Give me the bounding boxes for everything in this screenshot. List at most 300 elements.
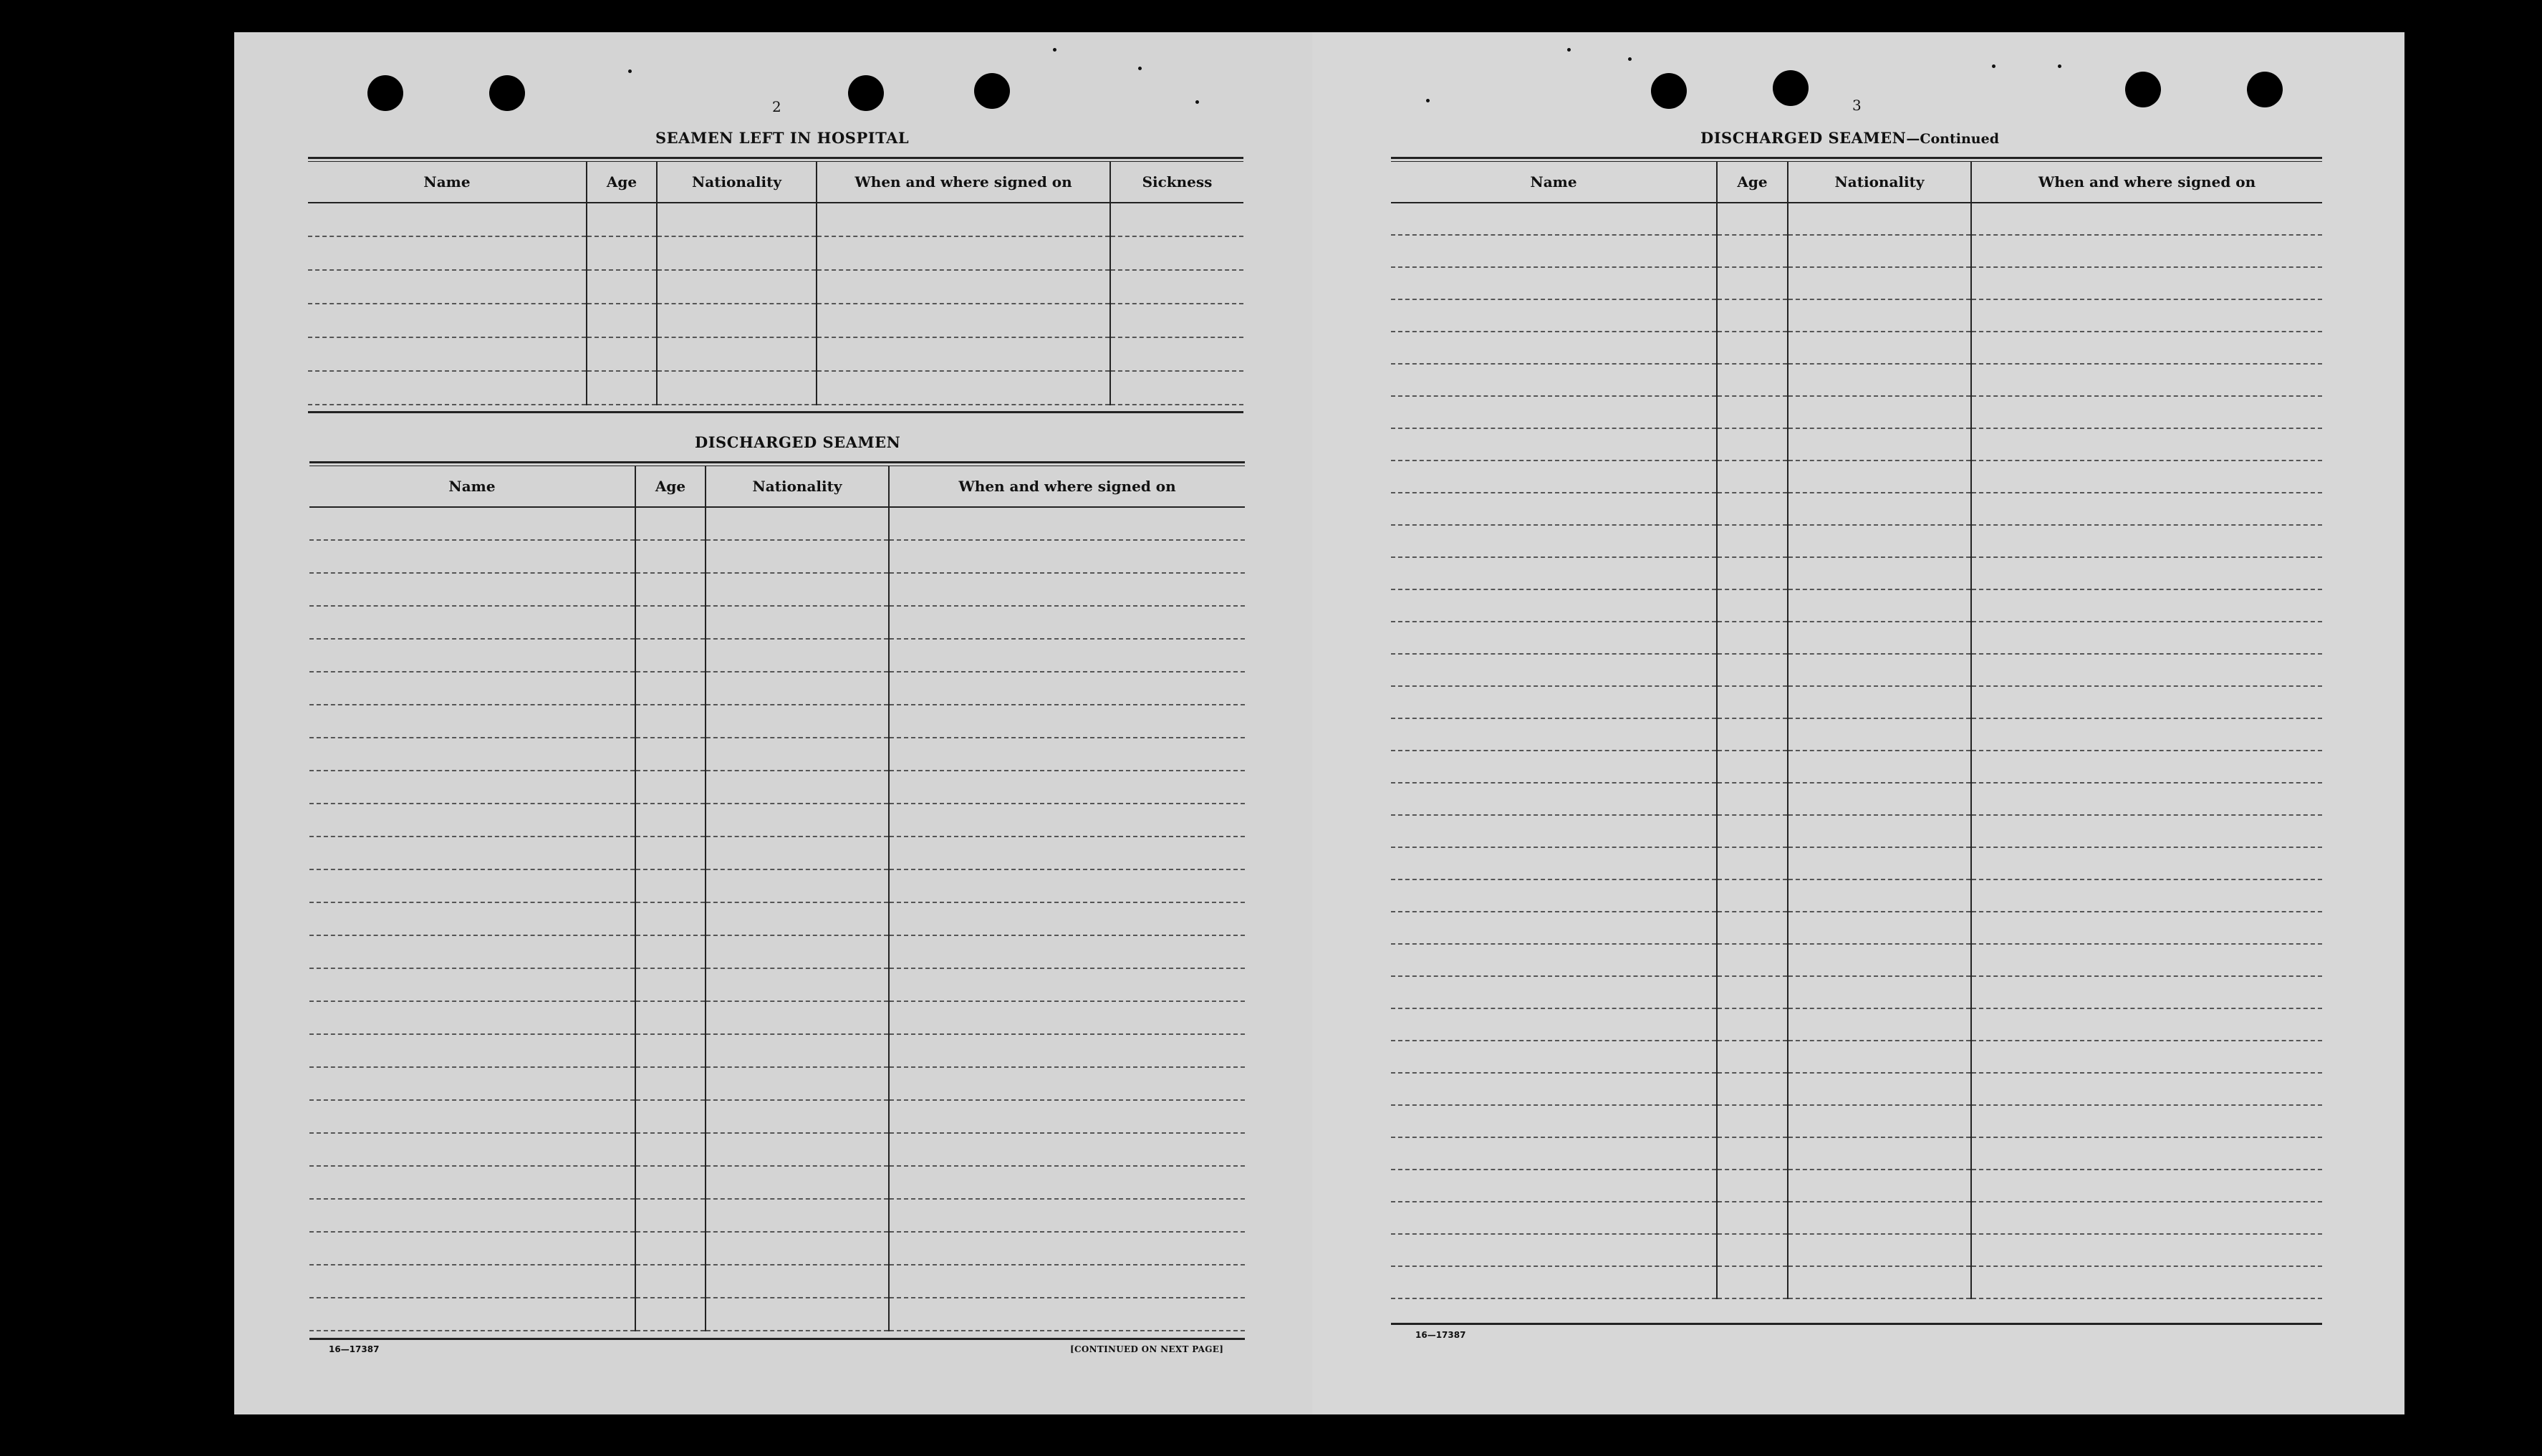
punch-hole xyxy=(1773,70,1809,106)
table-cell xyxy=(308,203,587,236)
table-cell xyxy=(309,1199,635,1232)
table-row xyxy=(1391,654,2322,686)
table-cell xyxy=(1391,1008,1717,1041)
table-cell xyxy=(1788,783,1971,815)
table-row xyxy=(309,1001,1245,1034)
table-cell xyxy=(1391,718,1717,751)
table-cell xyxy=(309,1001,635,1034)
table-cell xyxy=(706,935,889,968)
table-cell xyxy=(308,304,587,337)
table-row xyxy=(1391,461,2322,493)
table-cell xyxy=(706,1100,889,1133)
table-cell xyxy=(635,705,706,738)
table-cell xyxy=(889,705,1245,738)
table-cell xyxy=(817,371,1110,405)
table-cell xyxy=(309,1034,635,1067)
table-cell xyxy=(1971,654,2322,686)
table-row xyxy=(309,1199,1245,1232)
table-cell xyxy=(657,203,817,236)
table-row xyxy=(309,837,1245,869)
table-row xyxy=(1391,557,2322,589)
table-row xyxy=(1391,235,2322,267)
table-cell xyxy=(817,203,1110,236)
table-row xyxy=(1391,332,2322,364)
table-row xyxy=(309,1034,1245,1067)
punch-hole xyxy=(367,75,403,111)
table-cell xyxy=(706,869,889,902)
page-number: 2 xyxy=(772,98,781,115)
table-cell xyxy=(889,738,1245,771)
table-cell xyxy=(587,236,657,270)
table-cell xyxy=(1717,203,1788,235)
table-cell xyxy=(635,1034,706,1067)
table-cell xyxy=(889,869,1245,902)
table-cell xyxy=(889,1034,1245,1067)
table-cell xyxy=(1391,1073,1717,1105)
table-row xyxy=(1391,1234,2322,1266)
table-row xyxy=(1391,1266,2322,1298)
table-cell xyxy=(1717,847,1788,879)
table-cell xyxy=(1788,493,1971,525)
table-cell xyxy=(587,203,657,236)
table-cell xyxy=(1391,203,1717,235)
table-cell xyxy=(889,573,1245,606)
table-row xyxy=(309,968,1245,1001)
table-cell xyxy=(1391,654,1717,686)
table-cell xyxy=(1971,493,2322,525)
table-cell xyxy=(1717,428,1788,461)
table-row xyxy=(1391,1170,2322,1202)
table-cell xyxy=(706,1133,889,1166)
table-cell xyxy=(1788,912,1971,944)
table-row xyxy=(309,1232,1245,1265)
table-cell xyxy=(1717,686,1788,718)
table-cell xyxy=(1788,1105,1971,1137)
column-header-nationality: Nationality xyxy=(706,466,889,507)
table-cell xyxy=(1788,944,1971,976)
table-cell xyxy=(1788,1202,1971,1234)
table-cell xyxy=(1788,879,1971,912)
table-cell xyxy=(1391,622,1717,654)
table-row xyxy=(309,1265,1245,1298)
table-cell xyxy=(889,1067,1245,1100)
table-cell xyxy=(635,837,706,869)
table-cell xyxy=(706,1034,889,1067)
table-cell xyxy=(1788,525,1971,557)
table-cell xyxy=(309,902,635,935)
table-cell xyxy=(309,1100,635,1133)
table-cell xyxy=(1971,718,2322,751)
table-cell xyxy=(1717,1202,1788,1234)
column-header-nationality: Nationality xyxy=(657,162,817,203)
column-header-signed-on: When and where signed on xyxy=(889,466,1245,507)
table-row xyxy=(309,705,1245,738)
table-row xyxy=(1391,1008,2322,1041)
table-cell xyxy=(1971,1137,2322,1170)
table-cell xyxy=(1788,718,1971,751)
table-cell xyxy=(1110,304,1243,337)
table-cell xyxy=(309,1298,635,1331)
table-cell xyxy=(889,1199,1245,1232)
table-cell xyxy=(1971,203,2322,235)
table-cell xyxy=(1788,1170,1971,1202)
column-header-name: Name xyxy=(308,162,587,203)
table-cell xyxy=(1717,396,1788,428)
table-cell xyxy=(1971,461,2322,493)
table-cell xyxy=(1971,1202,2322,1234)
table-cell xyxy=(635,1166,706,1199)
table-cell xyxy=(587,371,657,405)
table-cell xyxy=(1971,815,2322,847)
table-cell xyxy=(1717,525,1788,557)
table-row xyxy=(1391,1202,2322,1234)
speck xyxy=(1567,48,1571,52)
table-cell xyxy=(889,935,1245,968)
table-cell xyxy=(635,1100,706,1133)
table-row xyxy=(1391,267,2322,299)
top-rule xyxy=(309,461,1245,463)
table-cell xyxy=(1971,589,2322,622)
table-cell xyxy=(1717,879,1788,912)
discharged-table xyxy=(309,466,1245,1331)
column-header-age: Age xyxy=(635,466,706,507)
table-row xyxy=(1391,976,2322,1008)
table-cell xyxy=(706,672,889,705)
table-row xyxy=(1391,686,2322,718)
table-cell xyxy=(706,639,889,672)
punch-hole xyxy=(2247,72,2283,107)
table-cell xyxy=(1391,1041,1717,1073)
table-cell xyxy=(657,304,817,337)
table-cell xyxy=(889,771,1245,804)
table-row xyxy=(309,1100,1245,1133)
table-cell xyxy=(309,1133,635,1166)
table-cell xyxy=(1391,944,1717,976)
table-row xyxy=(1391,396,2322,428)
table-cell xyxy=(1391,267,1717,299)
punch-hole xyxy=(489,75,525,111)
table-cell xyxy=(817,236,1110,270)
table-cell xyxy=(309,540,635,573)
table-cell xyxy=(309,1232,635,1265)
table-cell xyxy=(1971,976,2322,1008)
table-row xyxy=(309,1067,1245,1100)
table-cell xyxy=(1717,1234,1788,1266)
table-cell xyxy=(1391,461,1717,493)
section-title-text: DISCHARGED SEAMEN xyxy=(1700,129,1907,147)
table-cell xyxy=(1788,299,1971,332)
hospital-table xyxy=(308,162,1243,405)
table-cell xyxy=(1391,1105,1717,1137)
table-cell xyxy=(309,672,635,705)
table-cell xyxy=(889,1001,1245,1034)
table-cell xyxy=(1717,557,1788,589)
table-cell xyxy=(309,1166,635,1199)
top-rule xyxy=(1391,157,2322,159)
table-cell xyxy=(1717,1073,1788,1105)
table-cell xyxy=(1971,1266,2322,1298)
table-cell xyxy=(1971,1170,2322,1202)
table-cell xyxy=(1391,525,1717,557)
table-cell xyxy=(309,771,635,804)
table-cell xyxy=(309,705,635,738)
table-cell xyxy=(1391,589,1717,622)
table-cell xyxy=(1788,1008,1971,1041)
table-cell xyxy=(309,804,635,837)
table-cell xyxy=(1788,267,1971,299)
table-cell xyxy=(308,371,587,405)
table-cell xyxy=(1971,235,2322,267)
table-cell xyxy=(889,902,1245,935)
table-cell xyxy=(1971,1008,2322,1041)
table-cell xyxy=(635,902,706,935)
table-cell xyxy=(1717,1170,1788,1202)
table-cell xyxy=(1391,428,1717,461)
table-cell xyxy=(1391,299,1717,332)
table-cell xyxy=(1788,622,1971,654)
table-cell xyxy=(587,270,657,304)
table-cell xyxy=(1717,1008,1788,1041)
table-cell xyxy=(1788,847,1971,879)
table-cell xyxy=(635,1298,706,1331)
table-cell xyxy=(309,935,635,968)
table-cell xyxy=(889,1232,1245,1265)
table-cell xyxy=(1391,1234,1717,1266)
bottom-rule xyxy=(1391,1323,2322,1325)
table-cell xyxy=(635,507,706,540)
table-cell xyxy=(309,837,635,869)
table-cell xyxy=(1391,847,1717,879)
table-cell xyxy=(706,804,889,837)
bottom-rule xyxy=(309,1338,1245,1340)
table-cell xyxy=(587,337,657,371)
table-cell xyxy=(706,837,889,869)
speck xyxy=(1992,64,1995,68)
table-cell xyxy=(308,337,587,371)
table-cell xyxy=(635,1133,706,1166)
table-cell xyxy=(1971,396,2322,428)
table-cell xyxy=(1717,783,1788,815)
table-cell xyxy=(635,639,706,672)
table-row xyxy=(1391,364,2322,396)
table-cell xyxy=(1971,428,2322,461)
punch-hole xyxy=(2125,72,2161,107)
table-cell xyxy=(706,1265,889,1298)
column-header-name: Name xyxy=(1391,162,1717,203)
table-cell xyxy=(1391,493,1717,525)
table-cell xyxy=(706,1001,889,1034)
table-row xyxy=(1391,1073,2322,1105)
table-row xyxy=(309,935,1245,968)
table-cell xyxy=(1971,912,2322,944)
discharged-continued-table-body xyxy=(1391,203,2322,1298)
table-cell xyxy=(635,1067,706,1100)
column-header-signed-on: When and where signed on xyxy=(1971,162,2322,203)
table-cell xyxy=(1717,751,1788,783)
column-header-sickness: Sickness xyxy=(1110,162,1243,203)
table-cell xyxy=(1971,299,2322,332)
table-row xyxy=(308,236,1243,270)
form-number: 16—17387 xyxy=(1415,1330,1466,1340)
table-cell xyxy=(1788,1073,1971,1105)
table-cell xyxy=(309,639,635,672)
table-cell xyxy=(1971,783,2322,815)
table-cell xyxy=(1788,976,1971,1008)
table-row xyxy=(309,639,1245,672)
form-number: 16—17387 xyxy=(329,1344,380,1354)
table-row xyxy=(308,203,1243,236)
table-row xyxy=(309,507,1245,540)
speck xyxy=(1138,67,1142,70)
table-cell xyxy=(1971,1041,2322,1073)
table-cell xyxy=(308,236,587,270)
table-cell xyxy=(889,1100,1245,1133)
table-cell xyxy=(635,540,706,573)
table-cell xyxy=(1391,332,1717,364)
table-cell xyxy=(706,606,889,639)
table-cell xyxy=(309,968,635,1001)
table-row xyxy=(1391,525,2322,557)
table-row xyxy=(309,1298,1245,1331)
table-cell xyxy=(1971,364,2322,396)
hospital-table-body xyxy=(308,203,1243,405)
table-cell xyxy=(309,606,635,639)
table-row xyxy=(308,270,1243,304)
discharged-table-body xyxy=(309,507,1245,1331)
table-row xyxy=(309,804,1245,837)
table-cell xyxy=(1717,912,1788,944)
table-cell xyxy=(1971,751,2322,783)
table-cell xyxy=(1971,332,2322,364)
table-cell xyxy=(1391,912,1717,944)
hospital-section-title: SEAMEN LEFT IN HOSPITAL xyxy=(655,129,910,147)
table-row xyxy=(309,771,1245,804)
discharged-continued-table xyxy=(1391,162,2322,1299)
table-cell xyxy=(657,270,817,304)
table-row xyxy=(1391,751,2322,783)
table-cell xyxy=(1788,203,1971,235)
table-cell xyxy=(1717,493,1788,525)
table-row xyxy=(1391,718,2322,751)
table-cell xyxy=(1971,1234,2322,1266)
speck xyxy=(1053,48,1056,52)
table-cell xyxy=(635,935,706,968)
table-row xyxy=(1391,912,2322,944)
top-rule xyxy=(308,157,1243,159)
table-row xyxy=(309,573,1245,606)
table-cell xyxy=(635,1199,706,1232)
table-cell xyxy=(706,705,889,738)
table-cell xyxy=(1788,428,1971,461)
table-cell xyxy=(817,270,1110,304)
table-cell xyxy=(889,1298,1245,1331)
table-cell xyxy=(817,337,1110,371)
table-row xyxy=(1391,944,2322,976)
table-cell xyxy=(309,1265,635,1298)
table-cell xyxy=(1971,1073,2322,1105)
table-cell xyxy=(1110,203,1243,236)
table-cell xyxy=(1717,332,1788,364)
table-row xyxy=(1391,1105,2322,1137)
table-cell xyxy=(635,1001,706,1034)
table-cell xyxy=(1391,1137,1717,1170)
table-cell xyxy=(889,968,1245,1001)
column-header-age: Age xyxy=(1717,162,1788,203)
table-cell xyxy=(706,507,889,540)
table-cell xyxy=(706,968,889,1001)
table-cell xyxy=(635,672,706,705)
table-row xyxy=(1391,203,2322,235)
table-cell xyxy=(889,1133,1245,1166)
table-cell xyxy=(889,837,1245,869)
table-cell xyxy=(889,540,1245,573)
right-page xyxy=(1312,32,2404,1414)
table-cell xyxy=(1717,364,1788,396)
table-cell xyxy=(1110,236,1243,270)
table-cell xyxy=(1971,686,2322,718)
table-cell xyxy=(1971,1105,2322,1137)
table-cell xyxy=(1788,1266,1971,1298)
table-cell xyxy=(1788,1234,1971,1266)
table-cell xyxy=(889,606,1245,639)
table-cell xyxy=(1110,270,1243,304)
table-cell xyxy=(706,902,889,935)
speck xyxy=(1195,100,1199,104)
table-cell xyxy=(1788,751,1971,783)
table-cell xyxy=(1788,332,1971,364)
table-cell xyxy=(1717,944,1788,976)
table-cell xyxy=(635,1232,706,1265)
table-cell xyxy=(706,573,889,606)
table-cell xyxy=(889,639,1245,672)
table-cell xyxy=(706,738,889,771)
column-header-name: Name xyxy=(309,466,635,507)
table-row xyxy=(309,738,1245,771)
table-cell xyxy=(817,304,1110,337)
table-cell xyxy=(1717,299,1788,332)
table-cell xyxy=(706,1298,889,1331)
table-cell xyxy=(1110,371,1243,405)
table-cell xyxy=(1788,1041,1971,1073)
table-cell xyxy=(1391,1170,1717,1202)
table-cell xyxy=(889,804,1245,837)
column-header-age: Age xyxy=(587,162,657,203)
table-row xyxy=(309,606,1245,639)
table-cell xyxy=(1717,815,1788,847)
table-row xyxy=(1391,847,2322,879)
table-row xyxy=(1391,815,2322,847)
table-row xyxy=(1391,622,2322,654)
table-cell xyxy=(1391,1266,1717,1298)
table-cell xyxy=(1788,686,1971,718)
table-cell xyxy=(889,1265,1245,1298)
speck xyxy=(1628,57,1632,61)
table-cell xyxy=(1717,461,1788,493)
table-cell xyxy=(1717,718,1788,751)
continued-note: [CONTINUED ON NEXT PAGE] xyxy=(1070,1344,1224,1354)
table-row xyxy=(308,337,1243,371)
table-cell xyxy=(889,672,1245,705)
table-cell xyxy=(1788,654,1971,686)
table-cell xyxy=(706,540,889,573)
table-row xyxy=(309,1166,1245,1199)
table-cell xyxy=(1391,364,1717,396)
table-cell xyxy=(308,270,587,304)
table-cell xyxy=(1717,235,1788,267)
table-cell xyxy=(706,771,889,804)
speck xyxy=(628,69,632,73)
table-cell xyxy=(587,304,657,337)
